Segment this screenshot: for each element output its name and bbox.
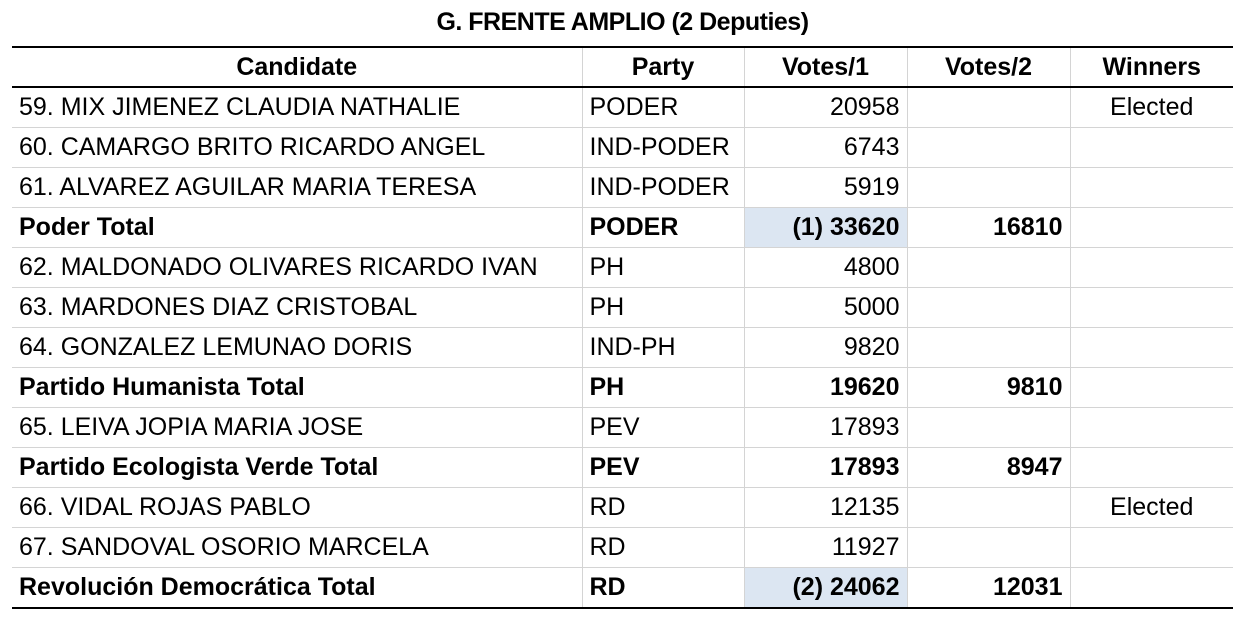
candidate-row	[12, 328, 1233, 368]
header-winners[interactable]: Winners	[1070, 47, 1233, 87]
cell-votes-1[interactable]: 11927	[744, 528, 907, 568]
cell-party[interactable]: PH	[582, 288, 744, 328]
cell-votes-2[interactable]	[907, 408, 1070, 448]
cell-winners[interactable]	[1070, 448, 1233, 488]
cell-candidate[interactable]: 63. MARDONES DIAZ CRISTOBAL	[12, 288, 582, 328]
cell-votes-2[interactable]	[907, 128, 1070, 168]
cell-candidate[interactable]: 65. LEIVA JOPIA MARIA JOSE	[12, 408, 582, 448]
party-total-row	[12, 568, 1233, 609]
cell-party[interactable]: PH	[582, 368, 744, 408]
results-table	[12, 46, 1233, 609]
candidate-row	[12, 528, 1233, 568]
cell-votes-1[interactable]: (1) 33620	[744, 208, 907, 248]
table-body	[12, 87, 1233, 608]
cell-winners[interactable]	[1070, 568, 1233, 609]
cell-winners[interactable]	[1070, 528, 1233, 568]
candidate-row	[12, 128, 1233, 168]
cell-candidate[interactable]: 67. SANDOVAL OSORIO MARCELA	[12, 528, 582, 568]
table-header	[12, 47, 1233, 87]
cell-party[interactable]: RD	[582, 568, 744, 609]
cell-votes-2[interactable]	[907, 488, 1070, 528]
candidate-row	[12, 248, 1233, 288]
header-row	[12, 47, 1233, 87]
party-total-row	[12, 448, 1233, 488]
cell-votes-2[interactable]	[907, 288, 1070, 328]
cell-votes-2[interactable]: 12031	[907, 568, 1070, 609]
cell-candidate[interactable]: 66. VIDAL ROJAS PABLO	[12, 488, 582, 528]
candidate-row	[12, 488, 1233, 528]
cell-party[interactable]: PEV	[582, 448, 744, 488]
cell-candidate[interactable]: Partido Ecologista Verde Total	[12, 448, 582, 488]
cell-winners[interactable]	[1070, 208, 1233, 248]
cell-candidate[interactable]: Revolución Democrática Total	[12, 568, 582, 609]
party-total-row	[12, 368, 1233, 408]
candidate-row	[12, 288, 1233, 328]
cell-winners[interactable]	[1070, 368, 1233, 408]
cell-party[interactable]: PODER	[582, 208, 744, 248]
party-total-row	[12, 208, 1233, 248]
cell-votes-2[interactable]	[907, 528, 1070, 568]
cell-candidate[interactable]: 60. CAMARGO BRITO RICARDO ANGEL	[12, 128, 582, 168]
cell-party[interactable]: PH	[582, 248, 744, 288]
cell-votes-2[interactable]: 8947	[907, 448, 1070, 488]
cell-winners[interactable]	[1070, 288, 1233, 328]
cell-party[interactable]: IND-PODER	[582, 128, 744, 168]
cell-party[interactable]: IND-PODER	[582, 168, 744, 208]
table-title: G. FRENTE AMPLIO (2 Deputies)	[436, 8, 809, 36]
cell-votes-1[interactable]: 6743	[744, 128, 907, 168]
cell-party[interactable]: PODER	[582, 87, 744, 128]
cell-winners[interactable]	[1070, 328, 1233, 368]
cell-winners[interactable]	[1070, 168, 1233, 208]
header-votes-2[interactable]: Votes/2	[907, 47, 1070, 87]
cell-winners[interactable]	[1070, 248, 1233, 288]
cell-candidate[interactable]: Partido Humanista Total	[12, 368, 582, 408]
cell-votes-2[interactable]: 16810	[907, 208, 1070, 248]
candidate-row	[12, 168, 1233, 208]
cell-votes-1[interactable]: 12135	[744, 488, 907, 528]
cell-votes-2[interactable]	[907, 328, 1070, 368]
cell-candidate[interactable]: 59. MIX JIMENEZ CLAUDIA NATHALIE	[12, 87, 582, 128]
cell-votes-1[interactable]: 4800	[744, 248, 907, 288]
candidate-row	[12, 87, 1233, 128]
header-party[interactable]: Party	[582, 47, 744, 87]
cell-candidate[interactable]: 62. MALDONADO OLIVARES RICARDO IVAN	[12, 248, 582, 288]
cell-party[interactable]: IND-PH	[582, 328, 744, 368]
cell-votes-1[interactable]: 5000	[744, 288, 907, 328]
cell-votes-2[interactable]	[907, 168, 1070, 208]
cell-party[interactable]: PEV	[582, 408, 744, 448]
header-votes-1[interactable]: Votes/1	[744, 47, 907, 87]
cell-votes-1[interactable]: 20958	[744, 87, 907, 128]
cell-winners[interactable]	[1070, 128, 1233, 168]
cell-votes-2[interactable]	[907, 248, 1070, 288]
cell-votes-1[interactable]: 17893	[744, 408, 907, 448]
cell-votes-1[interactable]: (2) 24062	[744, 568, 907, 609]
cell-votes-2[interactable]	[907, 87, 1070, 128]
cell-winners[interactable]: Elected	[1070, 488, 1233, 528]
cell-votes-2[interactable]: 9810	[907, 368, 1070, 408]
cell-votes-1[interactable]: 9820	[744, 328, 907, 368]
cell-party[interactable]: RD	[582, 488, 744, 528]
cell-votes-1[interactable]: 19620	[744, 368, 907, 408]
header-candidate[interactable]: Candidate	[12, 47, 582, 87]
candidate-row	[12, 408, 1233, 448]
cell-votes-1[interactable]: 17893	[744, 448, 907, 488]
cell-winners[interactable]	[1070, 408, 1233, 448]
cell-winners[interactable]: Elected	[1070, 87, 1233, 128]
cell-candidate[interactable]: Poder Total	[12, 208, 582, 248]
cell-party[interactable]: RD	[582, 528, 744, 568]
cell-candidate[interactable]: 61. ALVAREZ AGUILAR MARIA TERESA	[12, 168, 582, 208]
cell-candidate[interactable]: 64. GONZALEZ LEMUNAO DORIS	[12, 328, 582, 368]
cell-votes-1[interactable]: 5919	[744, 168, 907, 208]
